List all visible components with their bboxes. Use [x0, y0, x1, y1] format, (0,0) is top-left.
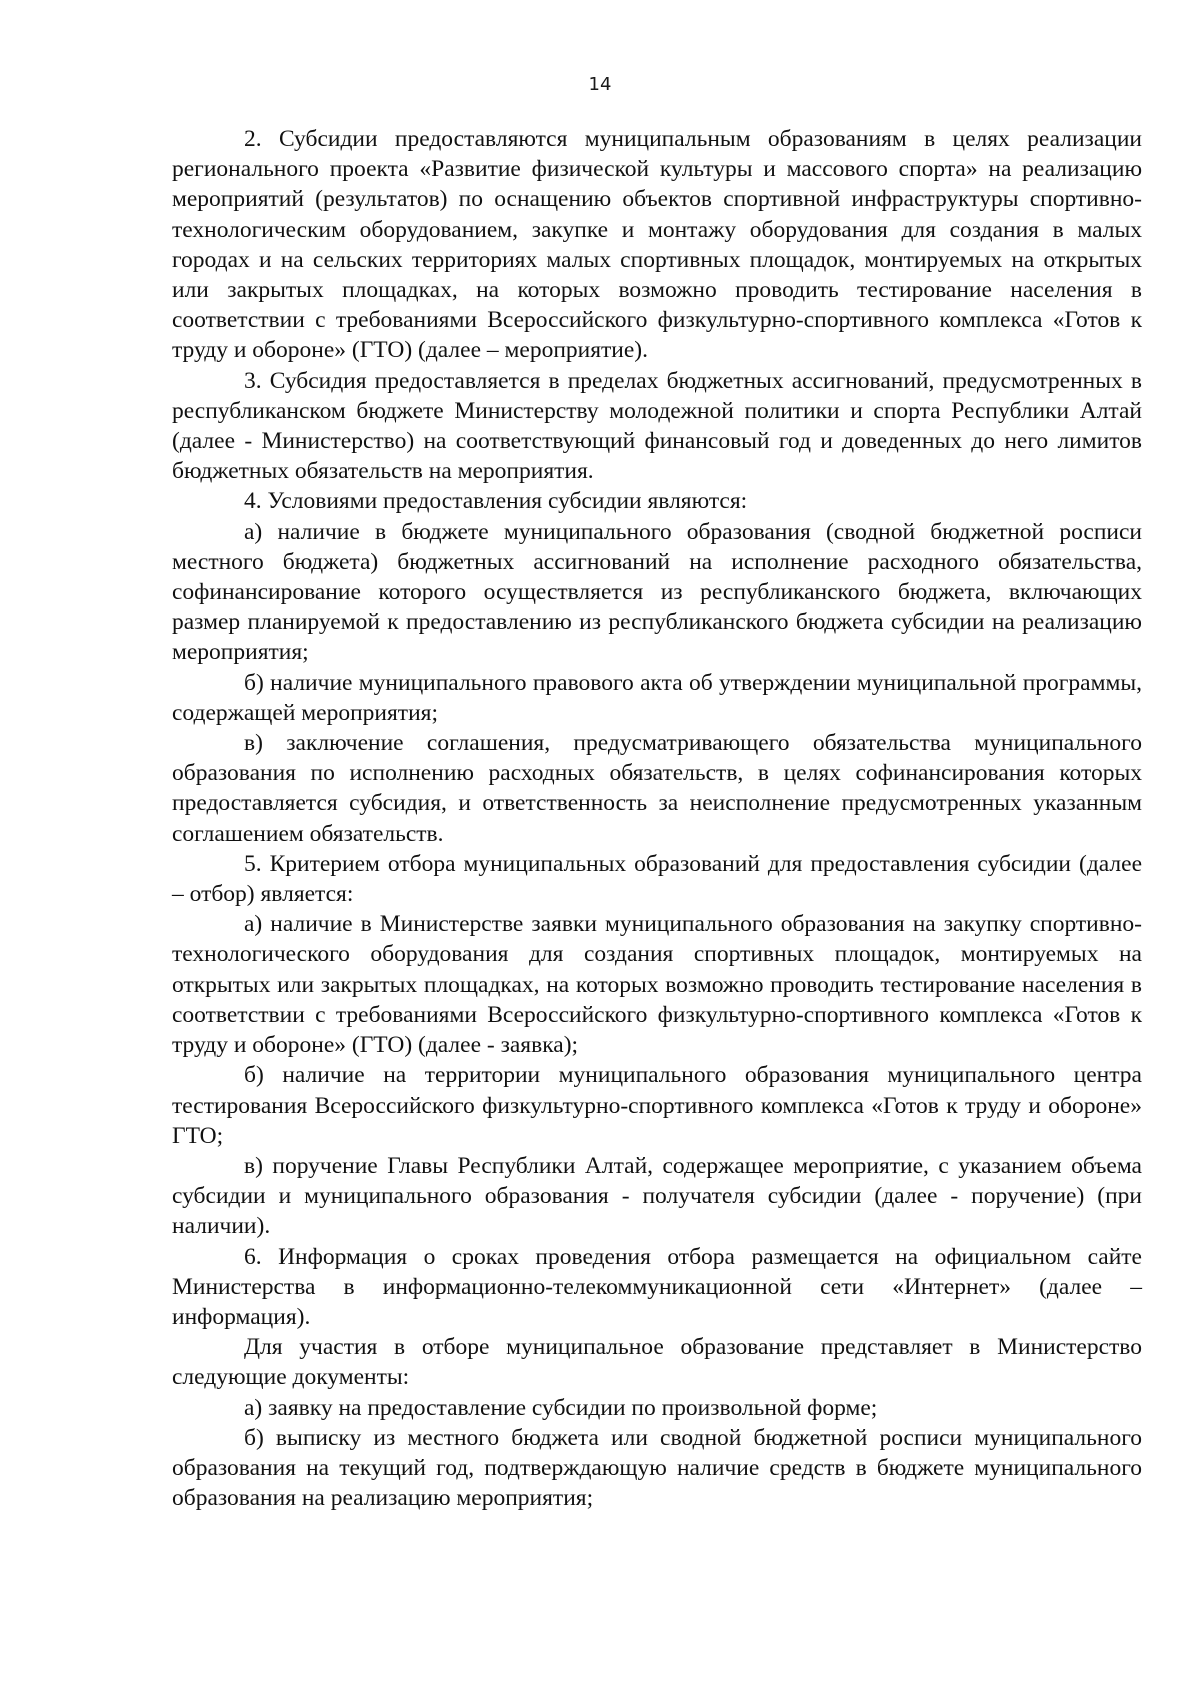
paragraph-6-selection-info: 6. Информация о сроках проведения отбора размещается на официальном сайте Министерства в информационно-телекоммуникационной сети «Интернет» (далее – информация). [172, 1243, 1142, 1330]
paragraph-4a-budget-allocation: а) наличие в бюджете муниципального образования (сводной бюджетной росписи местного бюджета) бюджетных ассигнований на исполнение расходного обязательства, софинансирование которого осуществляется из республиканского бюджета, включающих размер планируемой к предоставлению из республиканского бюджета субсидии на реализацию мероприятия; [172, 518, 1142, 666]
paragraph-participation-documents: Для участия в отборе муниципальное образование представляет в Министерство следующие документы: [172, 1334, 1142, 1391]
paragraph-5b-testing-center: б) наличие на территории муниципального образования муниципального центра тестирования Всероссийского физкультурно-спортивного комплекса «Готов к труду и обороне» ГТО; [172, 1062, 1142, 1149]
paragraph-doc-b-budget-extract: б) выписку из местного бюджета или сводной бюджетной росписи муниципального образования на текущий год, подтверждающую наличие средств в бюджете муниципального образования на реализацию мероприятия; [172, 1424, 1142, 1512]
paragraph-5c-order: в) поручение Главы Республики Алтай, содержащее мероприятие, с указанием объема субсидии и муниципального образования - получателя субсидии (далее - поручение) (при наличии). [172, 1152, 1142, 1240]
paragraph-4b-municipal-program: б) наличие муниципального правового акта об утверждении муниципальной программы, содержащей мероприятия; [172, 669, 1142, 726]
paragraph-2-subsidy-purpose: 2. Субсидии предоставляются муниципальным образованиям в целях реализации регионального проекта «Развитие физической культуры и массового спорта» на реализацию мероприятий (результатов) по оснащению объектов спортивной инфраструктуры спортивно-технологическим оборудованием, закупке и монтажу оборудования для создания в малых городах и на сельских территориях малых спортивных площадок, монтируемых на открытых или закрытых площадках, на которых возможно проводить тестирование населения в соответствии с требованиями Всероссийского физкультурно-спортивного комплекса «Готов к труду и обороне» (ГТО) (далее – мероприятие). [172, 126, 1142, 364]
paragraph-4-conditions-heading: 4. Условиями предоставления субсидии являются: [244, 488, 748, 515]
page-number: 14 [588, 74, 612, 95]
paragraph-5a-application: а) наличие в Министерстве заявки муниципального образования на закупку спортивно-технологического оборудования для создания спортивных площадок, монтируемых на открытых или закрытых площадках, на которых возможно проводить тестирование населения в соответствии с требованиями Всероссийского физкультурно-спортивного комплекса «Готов к труду и обороне» (ГТО) (далее - заявка); [172, 911, 1142, 1059]
paragraph-3-subsidy-limits: 3. Субсидия предоставляется в пределах бюджетных ассигнований, предусмотренных в республиканском бюджете Министерству молодежной политики и спорта Республики Алтай (далее - Министерство) на соответствующий финансовый год и доведенных до него лимитов бюджетных обязательств на мероприятия. [172, 367, 1142, 485]
paragraph-4c-agreement: в) заключение соглашения, предусматривающего обязательства муниципального образования по исполнению расходных обязательств, в целях софинансирования которых предоставляется субсидия, и ответственность за неисполнение предусмотренных указанным соглашением обязательств. [172, 730, 1142, 847]
document-body [172, 124, 1142, 1513]
paragraph-doc-a-application: а) заявку на предоставление субсидии по произвольной форме; [244, 1394, 878, 1421]
paragraph-5-selection-criterion: 5. Критерием отбора муниципальных образований для предоставления субсидии (далее – отбор) является: [172, 850, 1142, 908]
